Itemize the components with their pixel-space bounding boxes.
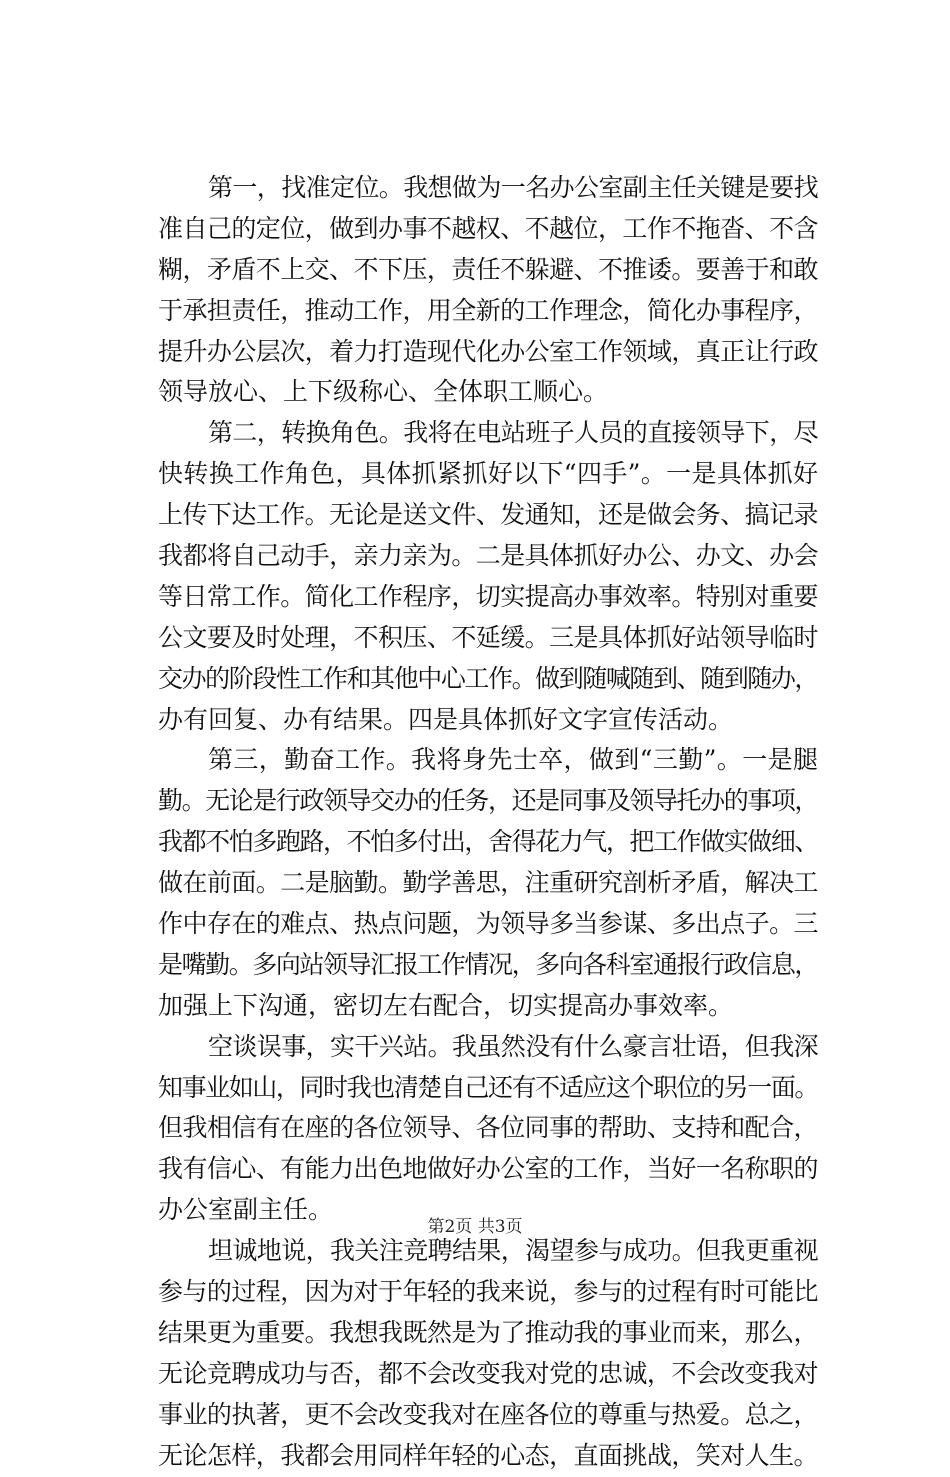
text-line: 于承担责任，推动工作，用全新的工作理念，简化办事程序， xyxy=(158,295,818,325)
page-footer: 第2页 共3页 xyxy=(427,1217,523,1237)
text-line: 等日常工作。简化工作程序，切实提高办事效率。特别对重要 xyxy=(158,581,818,611)
text-line: 领导放心、上下级称心、全体职工顺心。 xyxy=(158,377,609,407)
text-line: 但我相信有在座的各位领导、各位同事的帮助、支持和配合， xyxy=(158,1113,818,1143)
text-line: 我有信心、有能力出色地做好办公室的工作，当好一名称职的 xyxy=(158,1154,818,1184)
text-line: 勤。无论是行政领导交办的任务，还是同事及领导托办的事项， xyxy=(158,786,818,816)
text-line: 我都不怕多跑路，不怕多付出，舍得花力气，把工作做实做细、 xyxy=(158,827,818,857)
text-line: 交办的阶段性工作和其他中心工作。做到随喊随到、随到随办， xyxy=(158,663,818,693)
text-line: 事业的执著，更不会改变我对在座各位的尊重与热爱。总之， xyxy=(158,1399,818,1429)
text-line: 作中存在的难点、热点问题，为领导多当参谋、多出点子。三 xyxy=(158,909,818,939)
text-line: 做在前面。二是脑勤。勤学善思，注重研究剖析矛盾，解决工 xyxy=(158,868,818,898)
text-line: 加强上下沟通，密切左右配合，切实提高办事效率。 xyxy=(158,990,734,1020)
text-line: 快转换工作角色，具体抓紧抓好以下“四手”。一是具体抓好 xyxy=(158,459,818,489)
text-line: 我都将自己动手，亲力亲为。二是具体抓好办公、办文、办会 xyxy=(158,541,818,571)
text-line: 空谈误事，实干兴站。我虽然没有什么豪言壮语，但我深 xyxy=(208,1031,818,1061)
text-line: 上传下达工作。无论是送文件、发通知，还是做会务、搞记录 xyxy=(158,500,818,530)
text-line: 无论怎样，我都会用同样年轻的心态，直面挑战，笑对人生。 xyxy=(158,1440,818,1470)
text-line: 坦诚地说，我关注竞聘结果，渴望参与成功。但我更重视 xyxy=(208,1236,818,1266)
document-body xyxy=(158,168,818,1477)
text-line: 参与的过程，因为对于年轻的我来说，参与的过程有时可能比 xyxy=(158,1277,818,1307)
text-line: 无论竞聘成功与否，都不会改变我对党的忠诚，不会改变我对 xyxy=(158,1358,818,1388)
text-line: 第二，转换角色。我将在电站班子人员的直接领导下，尽 xyxy=(208,418,818,448)
text-line: 准自己的定位，做到办事不越权、不越位，工作不拖沓、不含 xyxy=(158,213,818,243)
text-line: 糊，矛盾不上交、不下压，责任不躲避、不推诿。要善于和敢 xyxy=(158,254,818,284)
text-line: 提升办公层次，着力打造现代化办公室工作领域，真正让行政 xyxy=(158,336,818,366)
text-line: 办有回复、办有结果。四是具体抓好文字宣传活动。 xyxy=(158,704,734,734)
text-line: 办公室副主任。 xyxy=(158,1195,334,1225)
text-line: 知事业如山，同时我也清楚自己还有不适应这个职位的另一面。 xyxy=(158,1072,818,1102)
text-line: 第一，找准定位。我想做为一名办公室副主任关键是要找 xyxy=(208,173,818,202)
text-line: 公文要及时处理，不积压、不延缓。三是具体抓好站领导临时 xyxy=(158,622,818,652)
text-line: 第三，勤奋工作。我将身先士卒，做到“三勤”。一是腿 xyxy=(208,745,818,775)
text-line: 是嘴勤。多向站领导汇报工作情况，多向各科室通报行政信息， xyxy=(158,949,818,979)
text-line: 结果更为重要。我想我既然是为了推动我的事业而来，那么， xyxy=(158,1317,818,1347)
